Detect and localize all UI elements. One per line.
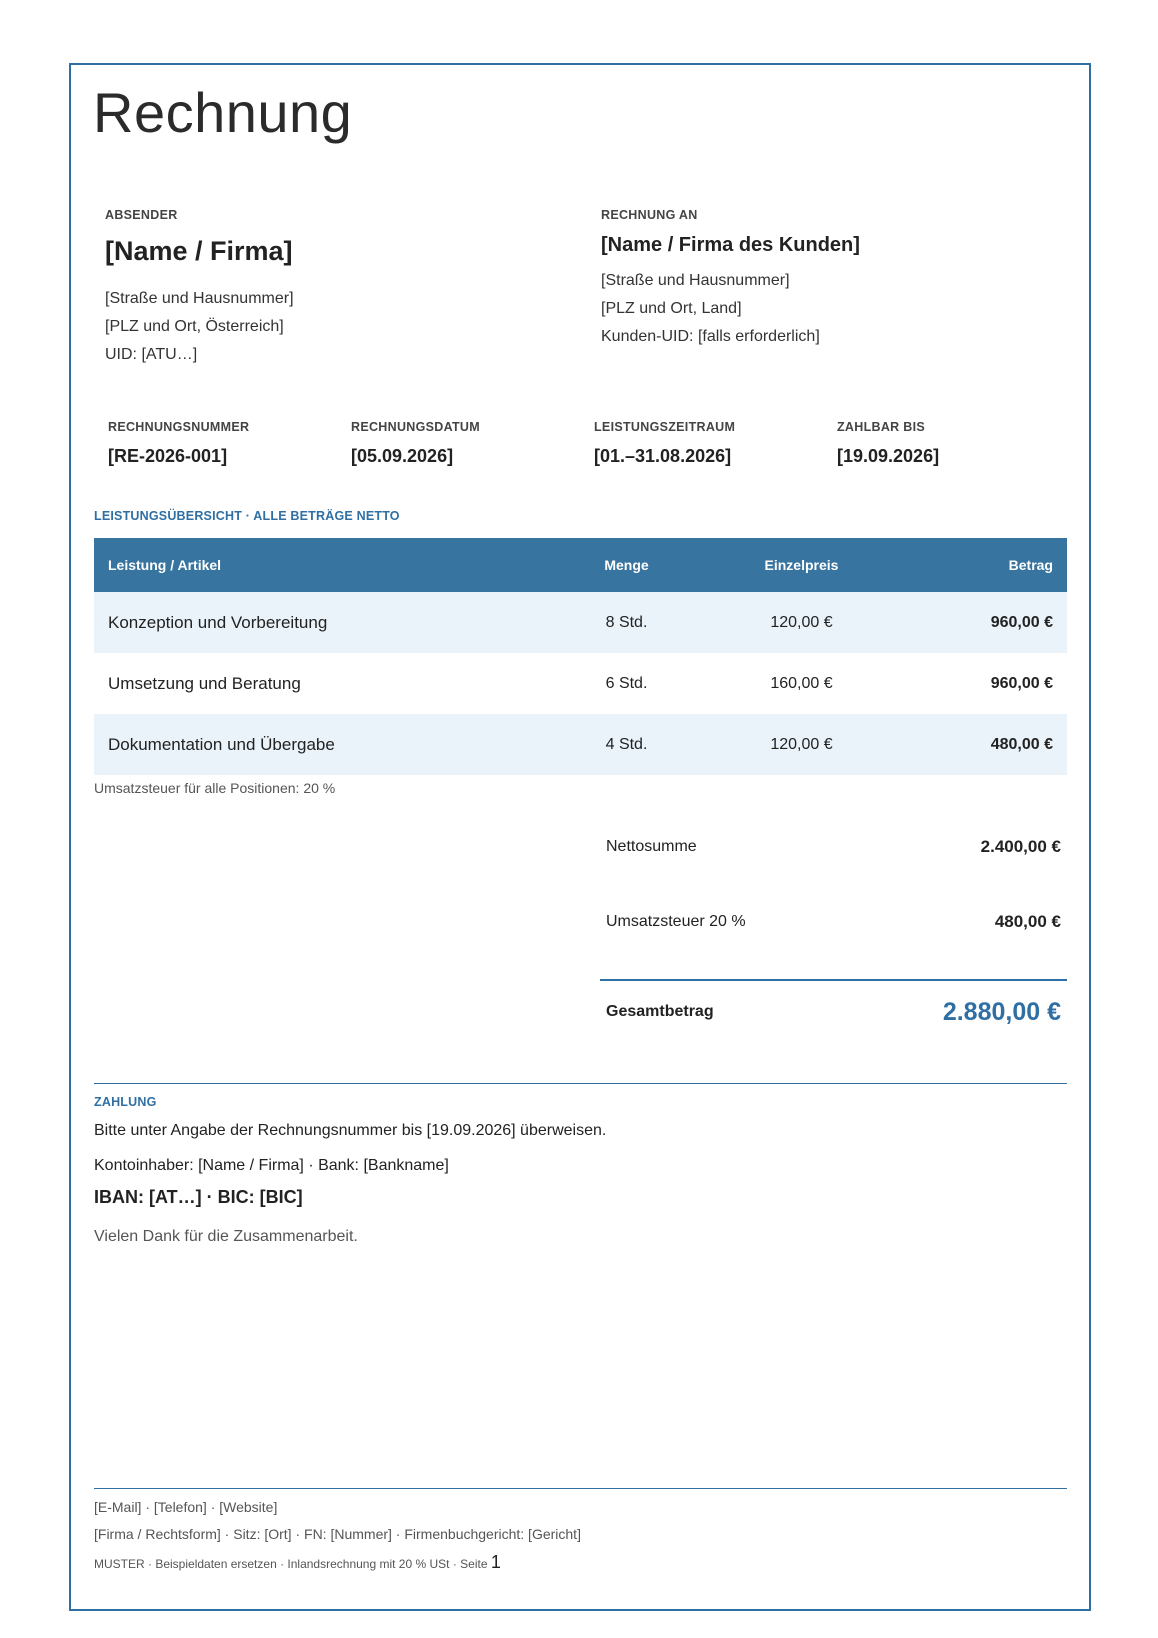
line-items-table xyxy=(94,538,1067,775)
cell-amount: 960,00 € xyxy=(990,674,1053,692)
cell-quantity: 8 Std. xyxy=(605,613,648,631)
vat-total-label: Umsatzsteuer 20 % xyxy=(606,913,746,930)
cell-unit-price: 120,00 € xyxy=(770,735,833,753)
footer-divider xyxy=(94,1488,1067,1489)
cell-amount: 960,00 € xyxy=(990,613,1053,631)
net-total-row xyxy=(600,820,1067,874)
footer-company: [Firma / Rechtsform] · Sitz: [Ort] · FN: [Nummer] · Firmenbuchgericht: [Gericht] xyxy=(94,1526,581,1542)
net-total-label: Nettosumme xyxy=(606,838,697,855)
sender-city: [PLZ und Ort, Österreich] xyxy=(105,318,284,335)
meta-value: [01.–31.08.2026] xyxy=(594,446,732,466)
cell-item: Umsetzung und Beratung xyxy=(108,673,301,693)
header-item: Leistung / Artikel xyxy=(108,557,222,573)
cell-quantity: 4 Std. xyxy=(605,735,648,753)
recipient-name: [Name / Firma des Kunden] xyxy=(601,234,860,256)
vat-total-row xyxy=(600,895,1067,949)
table-row xyxy=(94,592,1067,653)
grand-total-label: Gesamtbetrag xyxy=(606,1003,714,1020)
meta-value: [19.09.2026] xyxy=(837,446,940,466)
footer-note xyxy=(94,1552,501,1573)
cell-item: Konzeption und Vorbereitung xyxy=(108,612,328,632)
payment-divider xyxy=(94,1083,1067,1084)
footer-contact: [E-Mail] · [Telefon] · [Website] xyxy=(94,1499,278,1515)
payment-instruction: Bitte unter Angabe der Rechnungsnummer bis [19.09.2026] überweisen. xyxy=(94,1122,607,1139)
vat-note: Umsatzsteuer für alle Positionen: 20 % xyxy=(94,780,336,796)
recipient-city: [PLZ und Ort, Land] xyxy=(601,300,742,317)
document-title: Rechnung xyxy=(93,81,353,144)
meta-invoice-date xyxy=(351,420,594,467)
totals-block xyxy=(600,820,1067,1039)
meta-due-date xyxy=(837,420,1080,467)
sender-name: [Name / Firma] xyxy=(105,236,293,266)
invoice-meta xyxy=(108,420,1088,467)
table-header-row xyxy=(94,538,1067,592)
vat-total-value: 480,00 € xyxy=(994,912,1061,931)
meta-label: RECHNUNGSNUMMER xyxy=(108,420,250,434)
table-row xyxy=(94,714,1067,775)
payment-account: Kontoinhaber: [Name / Firma] · Bank: [Bankname] xyxy=(94,1157,449,1174)
cell-unit-price: 160,00 € xyxy=(770,674,833,692)
cell-item: Dokumentation und Übergabe xyxy=(108,734,335,754)
net-total-value: 2.400,00 € xyxy=(980,837,1061,856)
recipient-block xyxy=(601,208,1041,351)
table-row xyxy=(94,653,1067,714)
meta-invoice-number xyxy=(108,420,351,467)
sender-uid: UID: [ATU…] xyxy=(105,346,198,363)
recipient-address xyxy=(601,267,1041,351)
meta-label: LEISTUNGSZEITRAUM xyxy=(594,420,736,434)
header-quantity: Menge xyxy=(604,557,649,573)
cell-unit-price: 120,00 € xyxy=(770,613,833,631)
sender-address xyxy=(105,285,545,369)
cell-quantity: 6 Std. xyxy=(605,674,648,692)
grand-total-row xyxy=(600,979,1067,1039)
grand-total-value: 2.880,00 € xyxy=(942,997,1061,1026)
payment-bank-ids: IBAN: [AT…] · BIC: [BIC] xyxy=(94,1187,303,1207)
thanks-note: Vielen Dank für die Zusammenarbeit. xyxy=(94,1228,358,1245)
meta-service-period xyxy=(594,420,837,467)
page-number: 1 xyxy=(490,1552,501,1572)
footer-note-text: MUSTER · Beispieldaten ersetzen · Inlandsrechnung mit 20 % USt · Seite xyxy=(94,1557,488,1571)
recipient-label: RECHNUNG AN xyxy=(601,208,698,222)
sender-block xyxy=(105,208,545,369)
recipient-street: [Straße und Hausnummer] xyxy=(601,272,790,289)
payment-label: ZAHLUNG xyxy=(94,1095,157,1109)
meta-label: ZAHLBAR BIS xyxy=(837,420,926,434)
meta-value: [RE-2026-001] xyxy=(108,446,228,466)
recipient-uid: Kunden-UID: [falls erforderlich] xyxy=(601,328,820,345)
meta-label: RECHNUNGSDATUM xyxy=(351,420,480,434)
sender-label: ABSENDER xyxy=(105,208,178,222)
items-section-label: LEISTUNGSÜBERSICHT · ALLE BETRÄGE NETTO xyxy=(94,509,400,523)
header-amount: Betrag xyxy=(1008,557,1053,573)
cell-amount: 480,00 € xyxy=(990,735,1053,753)
header-unit-price: Einzelpreis xyxy=(764,557,839,573)
meta-value: [05.09.2026] xyxy=(351,446,454,466)
sender-street: [Straße und Hausnummer] xyxy=(105,290,294,307)
